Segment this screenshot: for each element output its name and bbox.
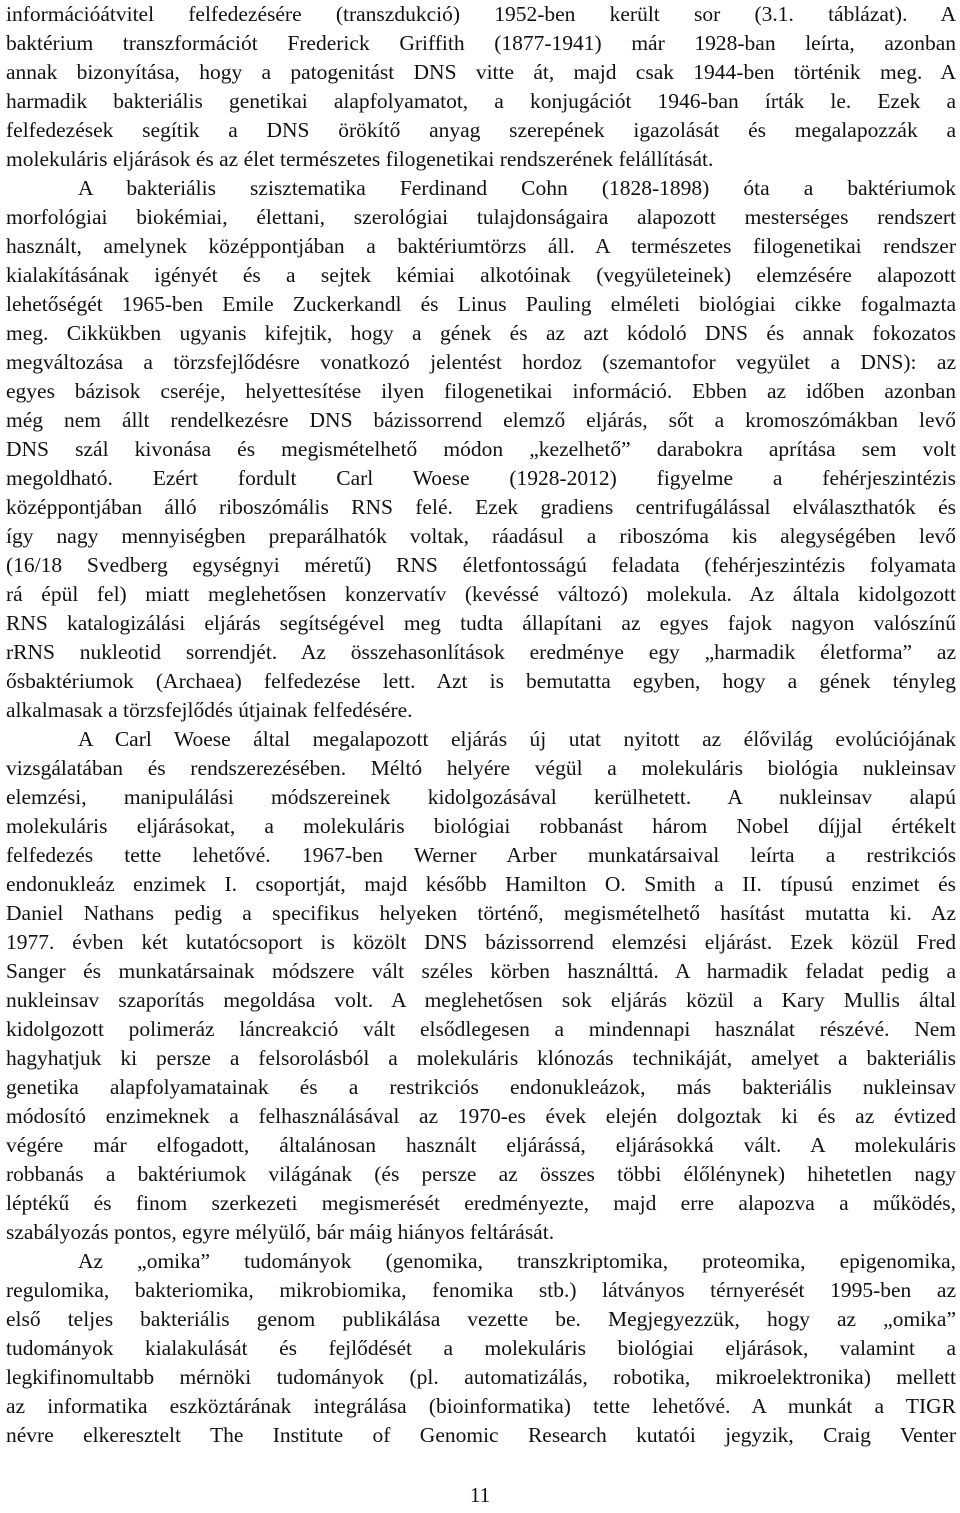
text-line: ősbaktériumok (Archaea) felfedezése lett. Azt is bemutatta egyben, hogy a gének tényleg xyxy=(6,669,956,693)
text-line: Daniel Nathans pedig a specifikus helyeken történő, megismételhető hasítást mutatta ki. Az xyxy=(6,901,956,925)
text-line: annak bizonyítása, hogy a patogenitást DNS vitte át, majd csak 1944-ben történik meg. A xyxy=(6,60,956,84)
text-line: DNS szál kivonása és megismételhető módon „kezelhető” darabokra aprítása sem volt xyxy=(6,437,956,461)
text-line: (16/18 Svedberg egységnyi méretű) RNS életfontosságú feladata (fehérjeszintézis folyamata xyxy=(6,553,956,577)
text-line: hagyhatjuk ki persze a felsorolásból a molekuláris klónozás technikáját, amelyet a bakteriális xyxy=(6,1046,956,1070)
text-line: baktérium transzformációt Frederick Griffith (1877-1941) már 1928-ban leírta, azonban xyxy=(6,31,956,55)
text-line: az informatika eszköztárának integrálása (bioinformatika) tette lehetővé. A munkát a TIGR xyxy=(6,1394,956,1418)
text-line: elemzési, manipulálási módszereinek kidolgozásával kerülhetett. A nukleinsav alapú xyxy=(6,785,956,809)
text-line: információátvitel felfedezésére (transzdukció) 1952-ben került sor (3.1. táblázat). A xyxy=(6,2,956,26)
text-line: molekuláris eljárások és az élet természetes filogenetikai rendszerének felállítását. xyxy=(6,147,714,171)
text-line: RNS katalogizálási eljárás segítségével meg tudta állapítani az egyes fajok nagyon valószínű xyxy=(6,611,956,635)
text-line: rá épül fel) miatt meglehetősen konzervatív (kevéssé változó) molekula. Az általa kidolgozott xyxy=(6,582,956,606)
text-line: meg. Cikkükben ugyanis kifejtik, hogy a gének és az azt kódoló DNS és annak fokozatos xyxy=(6,321,956,345)
text-line: legkifinomultabb mérnöki tudományok (pl. automatizálás, robotika, mikroelektronika) mellett xyxy=(6,1365,956,1389)
text-line: módosító enzimeknek a felhasználásával az 1970-es évek elején dolgoztak ki és az évtized xyxy=(6,1104,956,1128)
text-line: egyes bázisok cseréje, helyettesítése ilyen filogenetikai információ. Ebben az időben azonban xyxy=(6,379,956,403)
text-line: végére már elfogadott, általánosan használt eljárássá, eljárásokká vált. A molekuláris xyxy=(6,1133,956,1157)
text-line: harmadik bakteriális genetikai alapfolyamatot, a konjugációt 1946-ban írták le. Ezek a xyxy=(6,89,956,113)
text-line: kialakításának igényét és a sejtek kémiai alkotóinak (vegyületeinek) elemzésére alapozott xyxy=(6,263,956,287)
text-line: megváltozása a törzsfejlődésre vonatkozó jelentést hordoz (szemantofor vegyület a DNS): az xyxy=(6,350,956,374)
text-line: morfológiai biokémiai, élettani, szerológiai tulajdonságaira alapozott mesterséges rendszert xyxy=(6,205,956,229)
text-line: lehetőségét 1965-ben Emile Zuckerkandl és Linus Pauling elméleti biológiai cikke fogalmazta xyxy=(6,292,956,316)
text-line: regulomika, bakteriomika, mikrobiomika, fenomika stb.) látványos térnyerését 1995-ben az xyxy=(6,1278,956,1302)
text-line: felfedezés tette lehetővé. 1967-ben Werner Arber munkatársaival leírta a restrikciós xyxy=(6,843,956,867)
text-line: nukleinsav szaporítás megoldása volt. A meglehetősen sok eljárás közül a Kary Mullis által xyxy=(6,988,956,1012)
text-line: A Carl Woese által megalapozott eljárás új utat nyitott az élővilág evolúciójának xyxy=(78,727,956,751)
text-line: így nagy mennyiségben preparálhatók voltak, ráadásul a riboszóma kis alegységében levő xyxy=(6,524,956,548)
text-line: 1977. évben két kutatócsoport is közölt DNS bázissorrend elemzési eljárást. Ezek közül Fred xyxy=(6,930,956,954)
text-line: kidolgozott polimeráz láncreakció vált elsődlegesen a mindennapi használat részévé. Nem xyxy=(6,1017,956,1041)
page-number: 11 xyxy=(469,1483,491,1507)
text-line: még nem állt rendelkezésre DNS bázissorrend elemző eljárás, sőt a kromoszómákban levő xyxy=(6,408,956,432)
text-line: szabályozás pontos, egyre mélyülő, bár máig hiányos feltárását. xyxy=(6,1220,555,1244)
text-line: A bakteriális szisztematika Ferdinand Cohn (1828-1898) óta a baktériumok xyxy=(78,176,956,200)
text-line: felfedezések segítik a DNS örökítő anyag szerepének igazolását és megalapozzák a xyxy=(6,118,956,142)
text-line: első teljes bakteriális genom publikálása vezette be. Megjegyezzük, hogy az „omika” xyxy=(6,1307,956,1331)
text-line: rRNS nukleotid sorrendjét. Az összehasonlítások eredménye egy „harmadik életforma” az xyxy=(6,640,956,664)
text-line: névre elkeresztelt The Institute of Genomic Research kutatói jegyzik, Craig Venter xyxy=(6,1423,956,1447)
text-line: léptékű és finom szerkezeti megismerését eredményezte, majd erre alapozva a működés, xyxy=(6,1191,956,1215)
text-line: használt, amelynek középpontjában a baktériumtörzs áll. A természetes filogenetikai rendszer xyxy=(6,234,956,258)
text-line: molekuláris eljárásokat, a molekuláris biológiai robbanást három Nobel díjjal értékelt xyxy=(6,814,956,838)
text-line: vizsgálatában és rendszerezésében. Méltó helyére végül a molekuláris biológia nukleinsav xyxy=(6,756,956,780)
text-line: megoldható. Ezért fordult Carl Woese (1928-2012) figyelme a fehérjeszintézis xyxy=(6,466,956,490)
text-line: tudományok kialakulását és fejlődését a molekuláris biológiai eljárások, valamint a xyxy=(6,1336,956,1360)
text-line: endonukleáz enzimek I. csoportját, majd később Hamilton O. Smith a II. típusú enzimet és xyxy=(6,872,956,896)
text-line: robbanás a baktériumok világának (és persze az összes többi élőlénynek) hihetetlen nagy xyxy=(6,1162,956,1186)
text-line: középpontjában álló riboszómális RNS felé. Ezek gradiens centrifugálással elválaszthatók és xyxy=(6,495,956,519)
text-line: alkalmasak a törzsfejlődés útjainak felfedésére. xyxy=(6,698,413,722)
text-line: genetika alapfolyamatainak és a restrikciós endonukleázok, más bakteriális nukleinsav xyxy=(6,1075,956,1099)
text-line: Sanger és munkatársainak módszere vált széles körben használttá. A harmadik feladat pedig a xyxy=(6,959,956,983)
text-line: Az „omika” tudományok (genomika, transzkriptomika, proteomika, epigenomika, xyxy=(78,1249,956,1273)
